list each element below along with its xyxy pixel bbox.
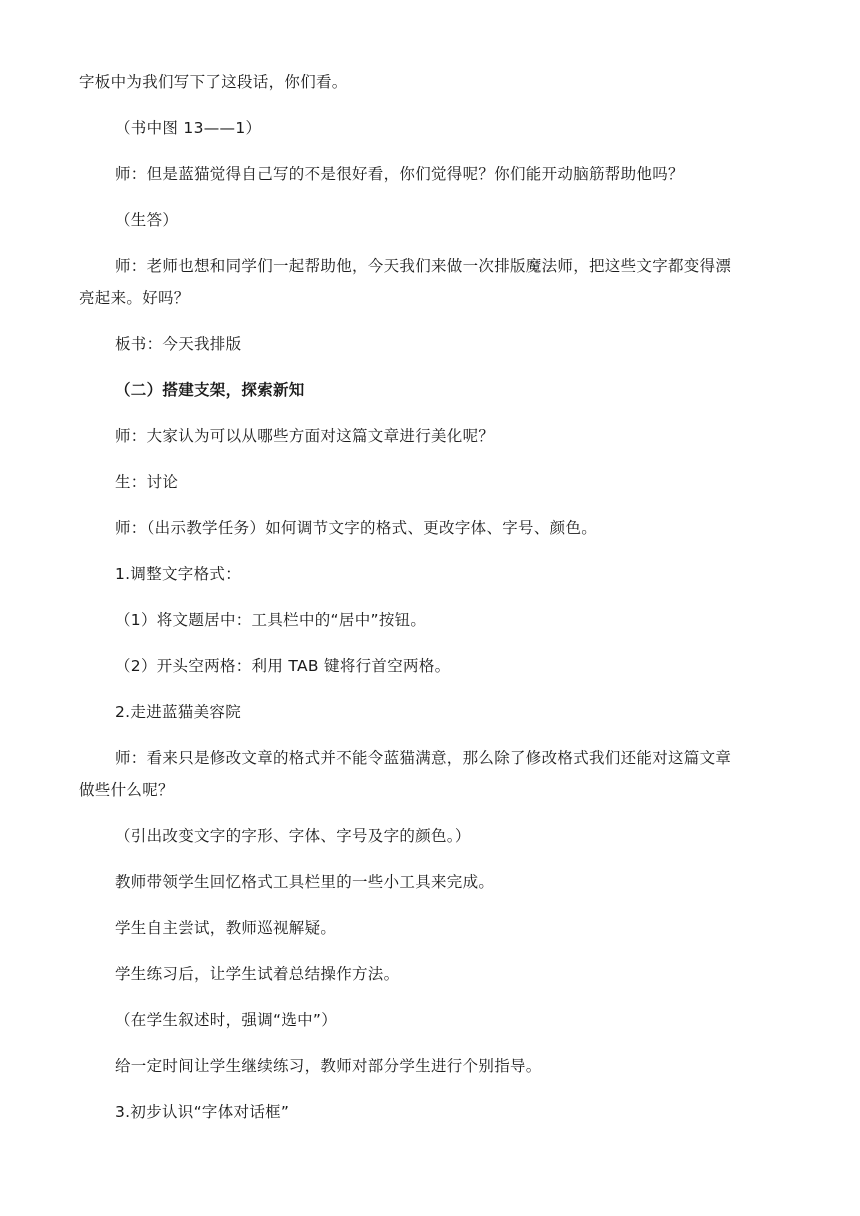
paragraph-line: 亮起来。好吗？ bbox=[79, 289, 190, 307]
paragraph-line: （在学生叙述时，强调“选中”） bbox=[115, 1011, 338, 1029]
numbered-item: 2.走进蓝猫美容院 bbox=[115, 703, 241, 721]
sub-item: （2）开头空两格：利用 TAB 键将行首空两格。 bbox=[115, 657, 451, 675]
paragraph-line: 做些什么呢？ bbox=[79, 781, 174, 799]
paragraph-line: 给一定时间让学生继续练习，教师对部分学生进行个别指导。 bbox=[115, 1057, 542, 1075]
paragraph-line: 板书：今天我排版 bbox=[115, 335, 242, 353]
sub-item: （1）将文题居中：工具栏中的“居中”按钮。 bbox=[115, 611, 427, 629]
paragraph-line: 师：（出示教学任务）如何调节文字的格式、更改字体、字号、颜色。 bbox=[115, 519, 598, 537]
figure-reference: （书中图 13——1） bbox=[115, 119, 262, 137]
paragraph-line: （引出改变文字的字形、字体、字号及字的颜色。） bbox=[115, 827, 471, 845]
paragraph-line: 师：看来只是修改文章的格式并不能令蓝猫满意，那么除了修改格式我们还能对这篇文章 bbox=[115, 749, 732, 767]
section-heading: （二）搭建支架，探索新知 bbox=[115, 381, 305, 399]
paragraph-line: 字板中为我们写下了这段话，你们看。 bbox=[79, 73, 348, 91]
paragraph-line: 师：大家认为可以从哪些方面对这篇文章进行美化呢？ bbox=[115, 427, 495, 445]
paragraph-line: 学生练习后，让学生试着总结操作方法。 bbox=[115, 965, 400, 983]
paragraph-line: （生答） bbox=[115, 211, 179, 229]
paragraph-line: 师：但是蓝猫觉得自己写的不是很好看，你们觉得呢？你们能开动脑筋帮助他吗？ bbox=[115, 165, 684, 183]
paragraph-line: 生：讨论 bbox=[115, 473, 179, 491]
paragraph-line: 师：老师也想和同学们一起帮助他，今天我们来做一次排版魔法师，把这些文字都变得漂 bbox=[115, 257, 732, 275]
numbered-item: 1.调整文字格式： bbox=[115, 565, 241, 583]
paragraph-line: 学生自主尝试，教师巡视解疑。 bbox=[115, 919, 337, 937]
numbered-item: 3.初步认识“字体对话框” bbox=[115, 1103, 290, 1121]
paragraph-line: 教师带领学生回忆格式工具栏里的一些小工具来完成。 bbox=[115, 873, 495, 891]
